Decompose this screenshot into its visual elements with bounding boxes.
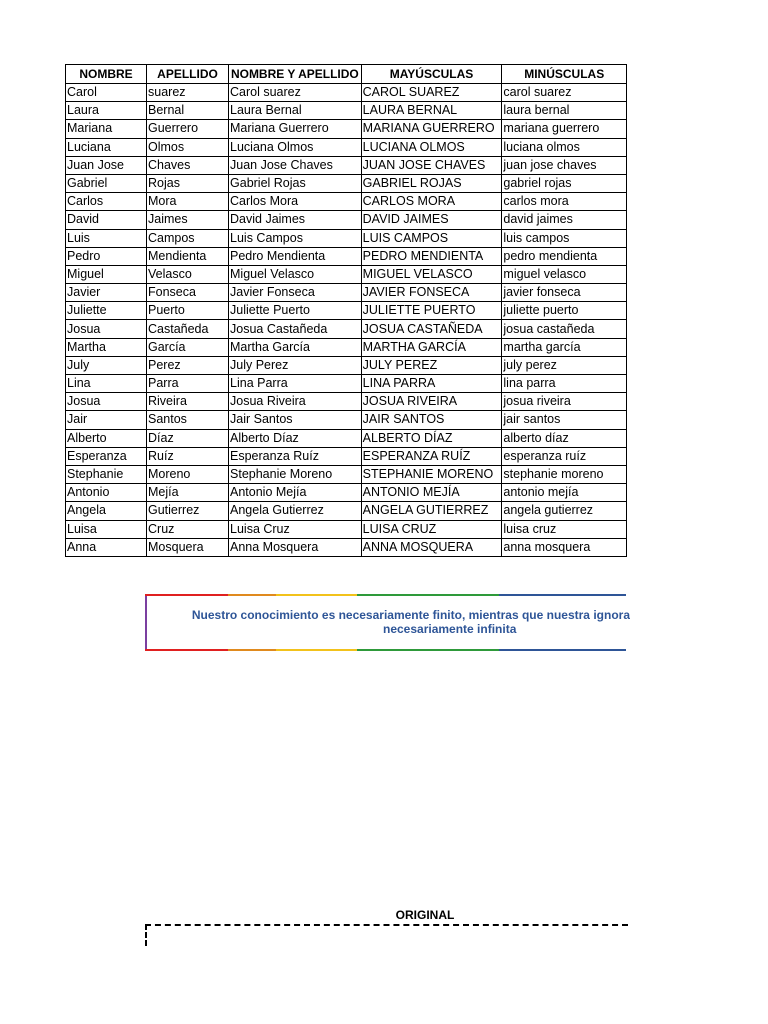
cell-nombre-y-apellido[interactable]: David Jaimes	[229, 211, 362, 229]
cell-nombre-y-apellido[interactable]: Alberto Díaz	[229, 429, 362, 447]
table-row	[66, 138, 627, 156]
cell-apellido[interactable]: Fonseca	[147, 284, 229, 302]
cell-nombre[interactable]: Josua	[66, 393, 147, 411]
cell-minusculas[interactable]: josua riveira	[502, 393, 627, 411]
cell-apellido[interactable]: Velasco	[147, 265, 229, 283]
cell-nombre[interactable]: Martha	[66, 338, 147, 356]
cell-nombre[interactable]: Laura	[66, 102, 147, 120]
strip-segment	[145, 649, 228, 651]
cell-minusculas[interactable]: anna mosquera	[502, 538, 627, 556]
cell-nombre[interactable]: Luciana	[66, 138, 147, 156]
strip-segment	[357, 594, 499, 596]
cell-mayusculas[interactable]: JOSUA CASTAÑEDA	[361, 320, 502, 338]
cell-mayusculas[interactable]: CAROL SUAREZ	[361, 84, 502, 102]
table-row	[66, 465, 627, 483]
cell-nombre[interactable]: Juan Jose	[66, 156, 147, 174]
table-row	[66, 84, 627, 102]
table-row	[66, 320, 627, 338]
cell-minusculas[interactable]: miguel velasco	[502, 265, 627, 283]
cell-minusculas[interactable]: angela gutierrez	[502, 502, 627, 520]
cell-nombre[interactable]: Josua	[66, 320, 147, 338]
cell-mayusculas[interactable]: CARLOS MORA	[361, 193, 502, 211]
cell-mayusculas[interactable]: ALBERTO DÍAZ	[361, 429, 502, 447]
cell-nombre[interactable]: Alberto	[66, 429, 147, 447]
cell-minusculas[interactable]: luis campos	[502, 229, 627, 247]
table-row	[66, 356, 627, 374]
cell-minusculas[interactable]: laura bernal	[502, 102, 627, 120]
cell-apellido[interactable]: Puerto	[147, 302, 229, 320]
cell-mayusculas[interactable]: JUAN JOSE CHAVES	[361, 156, 502, 174]
table-row	[66, 393, 627, 411]
cell-nombre-y-apellido[interactable]: Josua Riveira	[229, 393, 362, 411]
cell-nombre[interactable]: Luisa	[66, 520, 147, 538]
cell-minusculas[interactable]: jair santos	[502, 411, 627, 429]
header-apellido[interactable]: APELLIDO	[147, 65, 229, 84]
cell-nombre-y-apellido[interactable]: Luciana Olmos	[229, 138, 362, 156]
strip-segment	[228, 649, 276, 651]
cell-nombre-y-apellido[interactable]: Luis Campos	[229, 229, 362, 247]
cell-apellido[interactable]: Santos	[147, 411, 229, 429]
strip-segment	[276, 649, 357, 651]
cell-minusculas[interactable]: stephanie moreno	[502, 465, 627, 483]
strip-segment	[145, 594, 228, 596]
cell-minusculas[interactable]: esperanza ruíz	[502, 447, 627, 465]
cell-nombre[interactable]: Stephanie	[66, 465, 147, 483]
cell-apellido[interactable]: Ruíz	[147, 447, 229, 465]
cell-apellido[interactable]: Campos	[147, 229, 229, 247]
cell-minusculas[interactable]: david jaimes	[502, 211, 627, 229]
cell-apellido[interactable]: Perez	[147, 356, 229, 374]
cell-apellido[interactable]: Parra	[147, 375, 229, 393]
cell-nombre[interactable]: Gabriel	[66, 174, 147, 192]
cell-apellido[interactable]: Mosquera	[147, 538, 229, 556]
table-row	[66, 120, 627, 138]
table-row	[66, 156, 627, 174]
cell-nombre-y-apellido[interactable]: Josua Castañeda	[229, 320, 362, 338]
cell-mayusculas[interactable]: LAURA BERNAL	[361, 102, 502, 120]
cell-mayusculas[interactable]: ANGELA GUTIERREZ	[361, 502, 502, 520]
cell-nombre-y-apellido[interactable]: July Perez	[229, 356, 362, 374]
cell-mayusculas[interactable]: ESPERANZA RUÍZ	[361, 447, 502, 465]
table-row	[66, 484, 627, 502]
header-nombre[interactable]: NOMBRE	[66, 65, 147, 84]
cell-apellido[interactable]: Jaimes	[147, 211, 229, 229]
cell-minusculas[interactable]: july perez	[502, 356, 627, 374]
cell-mayusculas[interactable]: DAVID JAIMES	[361, 211, 502, 229]
table-row	[66, 302, 627, 320]
cell-nombre[interactable]: Esperanza	[66, 447, 147, 465]
cell-nombre-y-apellido[interactable]: Angela Gutierrez	[229, 502, 362, 520]
cell-minusculas[interactable]: lina parra	[502, 375, 627, 393]
table-row	[66, 284, 627, 302]
cell-apellido[interactable]: Mejía	[147, 484, 229, 502]
cell-nombre-y-apellido[interactable]: Javier Fonseca	[229, 284, 362, 302]
cell-nombre[interactable]: Angela	[66, 502, 147, 520]
cell-nombre[interactable]: Lina	[66, 375, 147, 393]
cell-nombre-y-apellido[interactable]: Carol suarez	[229, 84, 362, 102]
table-row	[66, 174, 627, 192]
cell-nombre-y-apellido[interactable]: Luisa Cruz	[229, 520, 362, 538]
cell-mayusculas[interactable]: ANTONIO MEJÍA	[361, 484, 502, 502]
cell-nombre-y-apellido[interactable]: Miguel Velasco	[229, 265, 362, 283]
cell-mayusculas[interactable]: JAIR SANTOS	[361, 411, 502, 429]
cell-nombre-y-apellido[interactable]: Jair Santos	[229, 411, 362, 429]
strip-segment	[228, 594, 276, 596]
table-row	[66, 265, 627, 283]
cell-nombre[interactable]: Carol	[66, 84, 147, 102]
cell-mayusculas[interactable]: JULIETTE PUERTO	[361, 302, 502, 320]
cell-minusculas[interactable]: martha garcía	[502, 338, 627, 356]
cell-apellido[interactable]: Gutierrez	[147, 502, 229, 520]
table-row	[66, 193, 627, 211]
table-row	[66, 502, 627, 520]
cell-apellido[interactable]: García	[147, 338, 229, 356]
cell-nombre-y-apellido[interactable]: Gabriel Rojas	[229, 174, 362, 192]
cell-apellido[interactable]: Moreno	[147, 465, 229, 483]
table-row	[66, 102, 627, 120]
cell-nombre[interactable]: Pedro	[66, 247, 147, 265]
cell-mayusculas[interactable]: JOSUA RIVEIRA	[361, 393, 502, 411]
cell-minusculas[interactable]: mariana guerrero	[502, 120, 627, 138]
cell-nombre-y-apellido[interactable]: Antonio Mejía	[229, 484, 362, 502]
table-row	[66, 338, 627, 356]
cell-apellido[interactable]: Castañeda	[147, 320, 229, 338]
table-row	[66, 229, 627, 247]
cell-nombre[interactable]: Miguel	[66, 265, 147, 283]
table-row	[66, 247, 627, 265]
quote-box	[145, 594, 703, 651]
table-row	[66, 429, 627, 447]
cell-minusculas[interactable]: carlos mora	[502, 193, 627, 211]
cell-nombre[interactable]: Javier	[66, 284, 147, 302]
strip-segment	[276, 594, 357, 596]
cell-mayusculas[interactable]: LUISA CRUZ	[361, 520, 502, 538]
cell-nombre[interactable]: Anna	[66, 538, 147, 556]
cell-nombre-y-apellido[interactable]: Juan Jose Chaves	[229, 156, 362, 174]
table-row	[66, 211, 627, 229]
cell-nombre[interactable]: Antonio	[66, 484, 147, 502]
quote-line-1: Nuestro conocimiento es necesariamente finito, mientras que nuestra ignora	[191, 608, 630, 622]
cell-apellido[interactable]: Guerrero	[147, 120, 229, 138]
cell-nombre-y-apellido[interactable]: Esperanza Ruíz	[229, 447, 362, 465]
cell-nombre-y-apellido[interactable]: Carlos Mora	[229, 193, 362, 211]
cell-mayusculas[interactable]: MARIANA GUERRERO	[361, 120, 502, 138]
header-row	[66, 65, 627, 84]
strip-segment	[499, 594, 626, 596]
cell-nombre-y-apellido[interactable]: Lina Parra	[229, 375, 362, 393]
cell-apellido[interactable]: Mora	[147, 193, 229, 211]
cell-apellido[interactable]: Olmos	[147, 138, 229, 156]
cell-mayusculas[interactable]: JULY PEREZ	[361, 356, 502, 374]
cell-minusculas[interactable]: javier fonseca	[502, 284, 627, 302]
cell-nombre[interactable]: Juliette	[66, 302, 147, 320]
cell-mayusculas[interactable]: GABRIEL ROJAS	[361, 174, 502, 192]
cell-mayusculas[interactable]: LINA PARRA	[361, 375, 502, 393]
cell-minusculas[interactable]: juan jose chaves	[502, 156, 627, 174]
cell-nombre[interactable]: Luis	[66, 229, 147, 247]
cell-minusculas[interactable]: josua castañeda	[502, 320, 627, 338]
cell-nombre-y-apellido[interactable]: Pedro Mendienta	[229, 247, 362, 265]
cell-apellido[interactable]: Mendienta	[147, 247, 229, 265]
table-row	[66, 520, 627, 538]
cell-mayusculas[interactable]: LUCIANA OLMOS	[361, 138, 502, 156]
cell-nombre-y-apellido[interactable]: Mariana Guerrero	[229, 120, 362, 138]
cell-minusculas[interactable]: luisa cruz	[502, 520, 627, 538]
cell-apellido[interactable]: Cruz	[147, 520, 229, 538]
cell-minusculas[interactable]: luciana olmos	[502, 138, 627, 156]
cell-mayusculas[interactable]: ANNA MOSQUERA	[361, 538, 502, 556]
cell-minusculas[interactable]: antonio mejía	[502, 484, 627, 502]
cell-mayusculas[interactable]: LUIS CAMPOS	[361, 229, 502, 247]
cell-nombre[interactable]: Carlos	[66, 193, 147, 211]
quote-line-2: necesariamente infinita	[383, 622, 517, 636]
cell-minusculas[interactable]: juliette puerto	[502, 302, 627, 320]
table-row	[66, 375, 627, 393]
header-minusculas[interactable]: MINÚSCULAS	[502, 65, 627, 84]
cell-apellido[interactable]: Chaves	[147, 156, 229, 174]
cell-minusculas[interactable]: gabriel rojas	[502, 174, 627, 192]
cell-apellido[interactable]: Rojas	[147, 174, 229, 192]
cell-nombre-y-apellido[interactable]: Laura Bernal	[229, 102, 362, 120]
cell-mayusculas[interactable]: PEDRO MENDIENTA	[361, 247, 502, 265]
cell-nombre-y-apellido[interactable]: Juliette Puerto	[229, 302, 362, 320]
cell-mayusculas[interactable]: JAVIER FONSECA	[361, 284, 502, 302]
cell-nombre-y-apellido[interactable]: Martha García	[229, 338, 362, 356]
original-title: ORIGINAL	[395, 908, 455, 922]
strip-segment	[499, 649, 626, 651]
cell-mayusculas[interactable]: MIGUEL VELASCO	[361, 265, 502, 283]
cell-minusculas[interactable]: carol suarez	[502, 84, 627, 102]
quote-text	[147, 608, 703, 636]
cell-nombre[interactable]: David	[66, 211, 147, 229]
cell-minusculas[interactable]: pedro mendienta	[502, 247, 627, 265]
header-nombre-y-apellido[interactable]: NOMBRE Y APELLIDO	[229, 65, 362, 84]
table-row	[66, 411, 627, 429]
table-row	[66, 447, 627, 465]
strip-segment	[357, 649, 499, 651]
table-row	[66, 538, 627, 556]
cell-nombre[interactable]: Jair	[66, 411, 147, 429]
cell-nombre[interactable]: July	[66, 356, 147, 374]
cell-apellido[interactable]: Díaz	[147, 429, 229, 447]
cell-mayusculas[interactable]: STEPHANIE MORENO	[361, 465, 502, 483]
header-mayusculas[interactable]: MAYÚSCULAS	[361, 65, 502, 84]
original-dashed-box	[145, 924, 628, 946]
cell-minusculas[interactable]: alberto díaz	[502, 429, 627, 447]
table-body	[66, 84, 627, 557]
cell-nombre-y-apellido[interactable]: Stephanie Moreno	[229, 465, 362, 483]
cell-apellido[interactable]: Bernal	[147, 102, 229, 120]
cell-apellido[interactable]: Riveira	[147, 393, 229, 411]
cell-mayusculas[interactable]: MARTHA GARCÍA	[361, 338, 502, 356]
cell-nombre-y-apellido[interactable]: Anna Mosquera	[229, 538, 362, 556]
names-table	[65, 64, 627, 557]
cell-apellido[interactable]: suarez	[147, 84, 229, 102]
cell-nombre[interactable]: Mariana	[66, 120, 147, 138]
